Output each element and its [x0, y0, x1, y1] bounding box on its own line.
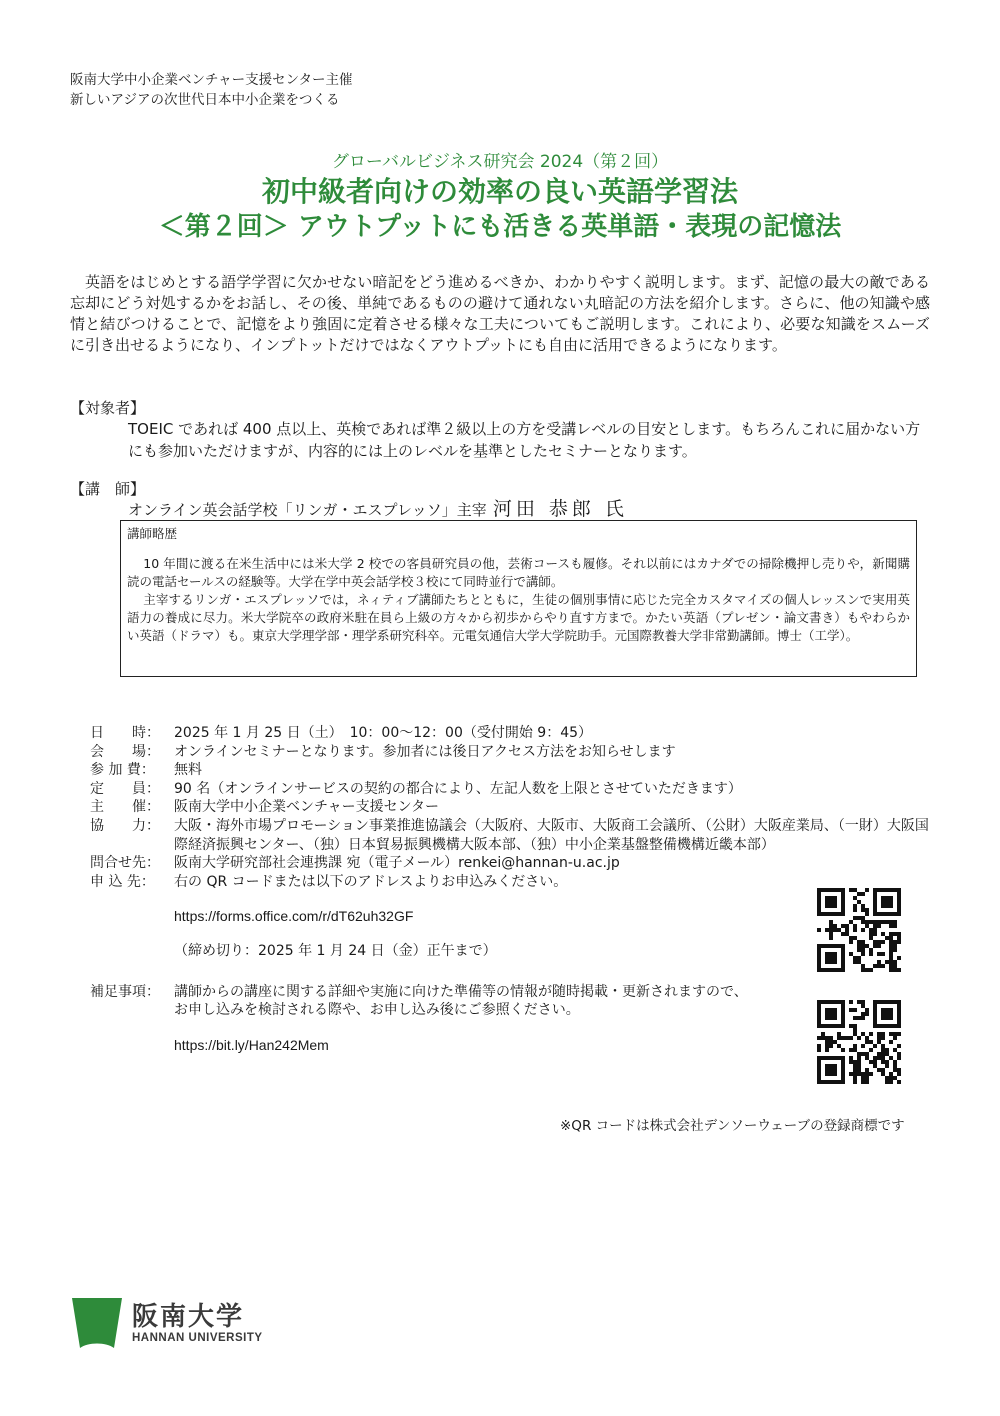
lecturer-bio-box	[120, 520, 917, 677]
info-row-venue	[90, 743, 930, 762]
notes-label: 補足事項：	[90, 983, 160, 1000]
coop-value: 大阪・海外市場プロモーション事業推進協議会（大阪府、大阪市、大阪商工会議所、（公財）大阪産業局、（一財）大阪国際経済振興センター、（独）日本貿易振興機構大阪本部、（独）中小企業基盤整備機構近畿本部）	[174, 817, 929, 853]
session-title: ＜第２回＞ アウトプットにも活きる英単語・表現の記憶法	[158, 212, 842, 242]
notes-value: 講師からの講座に関する詳細や実施に向けた準備等の情報が随時掲載・更新されますので、お申し込みを検討される際や、お申し込み後にご参照ください。	[174, 983, 748, 1019]
target-text: TOEIC であれば 400 点以上、英検であれば準２級以上の方を受講レベルの目安とします。もちろんこれに届かない方にも参加いただけますが、内容的には上のレベルを基準としたセミナーとなります。	[128, 420, 921, 460]
lecturer-affiliation: オンライン英会話学校「リンガ・エスプレッソ」主宰	[128, 501, 487, 519]
header-tagline: 新しいアジアの次世代日本中小企業をつくる	[70, 92, 340, 108]
apply-url-link[interactable]: https://forms.office.com/r/dT62uh32GF	[174, 908, 414, 925]
bio-label: 講師略歴	[127, 526, 178, 541]
title-block	[0, 150, 1000, 244]
deadline-text: （締め切り：2025 年 1 月 24 日（金）正午まで）	[174, 942, 497, 959]
university-emblem-icon	[70, 1298, 124, 1348]
fee-value: 無料	[174, 762, 202, 779]
apply-label: 申 込 先：	[90, 873, 155, 890]
event-info	[90, 724, 930, 1054]
capacity-label: 定 員：	[90, 780, 160, 797]
event-series-title: グローバルビジネス研究会 2024（第２回）	[331, 152, 669, 172]
info-row-fee	[90, 761, 930, 780]
coop-label: 協 力：	[90, 817, 160, 834]
header	[70, 70, 353, 110]
info-row-cooperation	[90, 817, 930, 854]
qr-code-notes[interactable]	[817, 1000, 901, 1084]
notes-url-link[interactable]: https://bit.ly/Han242Mem	[174, 1036, 329, 1053]
contact-label: 問合せ先：	[90, 855, 160, 872]
bio-paragraph-2: 主宰するリンガ・エスプレッソでは，ネィティブ講師たちとともに，生徒の個別事情に応じた完全カスタマイズの個人レッスンで実用英語力の養成に尽力。米大学院卒の政府米駐在員ら上級の方々から初歩からやり直す方まで。かたい英語（プレゼン・論文書き）もやわらかい英語（ドラマ）も。東京大学理学部・理学系研究科卒。元電気通信大学大学院助手。元国際教養大学非常勤講師。博士（工学）。	[127, 592, 910, 643]
capacity-value: 90 名（オンラインサービスの契約の都合により、左記人数を上限とさせていただきます）	[174, 780, 742, 797]
qr-trademark-note: ※QR コードは株式会社デンソーウェーブの登録商標です	[560, 1118, 905, 1134]
venue-value: オンラインセミナーとなります。参加者には後日アクセス方法をお知らせします	[174, 743, 676, 760]
info-row-contact	[90, 854, 930, 873]
university-logo	[70, 1298, 263, 1348]
target-label: 【対象者】	[70, 399, 146, 417]
info-row-capacity	[90, 780, 930, 799]
bio-paragraph-1: 10 年間に渡る在米生活中には米大学 2 校での客員研究員の他，芸術コースも履修。それ以前にはカナダでの掃除機押し売りや，新聞購読の電話セールスの経験等。大学在学中英会話学校３校にて同時並行で講師。	[127, 556, 910, 589]
host-value: 阪南大学中小企業ベンチャー支援センター	[174, 799, 440, 816]
info-row-notes	[90, 983, 930, 1020]
main-title: 初中級者向けの効率の良い英語学習法	[261, 175, 738, 208]
venue-label: 会 場：	[90, 743, 160, 760]
qr-code-apply[interactable]	[817, 888, 901, 972]
info-row-apply	[90, 873, 930, 892]
lecturer-line	[128, 497, 628, 522]
contact-value[interactable]: 阪南大学研究部社会連携課 宛（電子メール）renkei@hannan-u.ac.jp	[174, 855, 620, 872]
apply-value: 右の QR コードまたは以下のアドレスよりお申込みください。	[174, 873, 568, 890]
info-row-host	[90, 798, 930, 817]
lecturer-name: 河田 恭郎 氏	[492, 498, 628, 520]
logo-english-name: HANNAN UNIVERSITY	[132, 1332, 263, 1344]
intro-paragraph: 英語をはじめとする語学学習に欠かせない暗記をどう進めるべきか、わかりやすく説明します。まず、記憶の最大の敵である忘却にどう対処するかをお話し、その後、単純であるものの避けて通れない丸暗記の方法を紹介します。さらに、他の知識や感情と結びつけることで、記憶をより強固に定着させる様々な工夫についてもご説明します。これにより、必要な知識をスムーズに引き出せるようになり、インプトットだけではなくアウトプットにも自由に活用できるようになります。	[70, 273, 930, 354]
host-label: 主 催：	[90, 799, 160, 816]
date-label: 日 時：	[90, 725, 160, 741]
header-organizer: 阪南大学中小企業ベンチャー支援センター主催	[70, 72, 353, 88]
info-row-date	[90, 724, 930, 743]
logo-japanese-name: 阪南大学	[132, 1302, 245, 1332]
date-value: 2025 年 1 月 25 日（土） 10：00～12：00（受付開始 9：45）	[174, 725, 593, 741]
lecturer-label: 【講 師】	[70, 480, 146, 498]
fee-label: 参 加 費：	[90, 762, 155, 779]
